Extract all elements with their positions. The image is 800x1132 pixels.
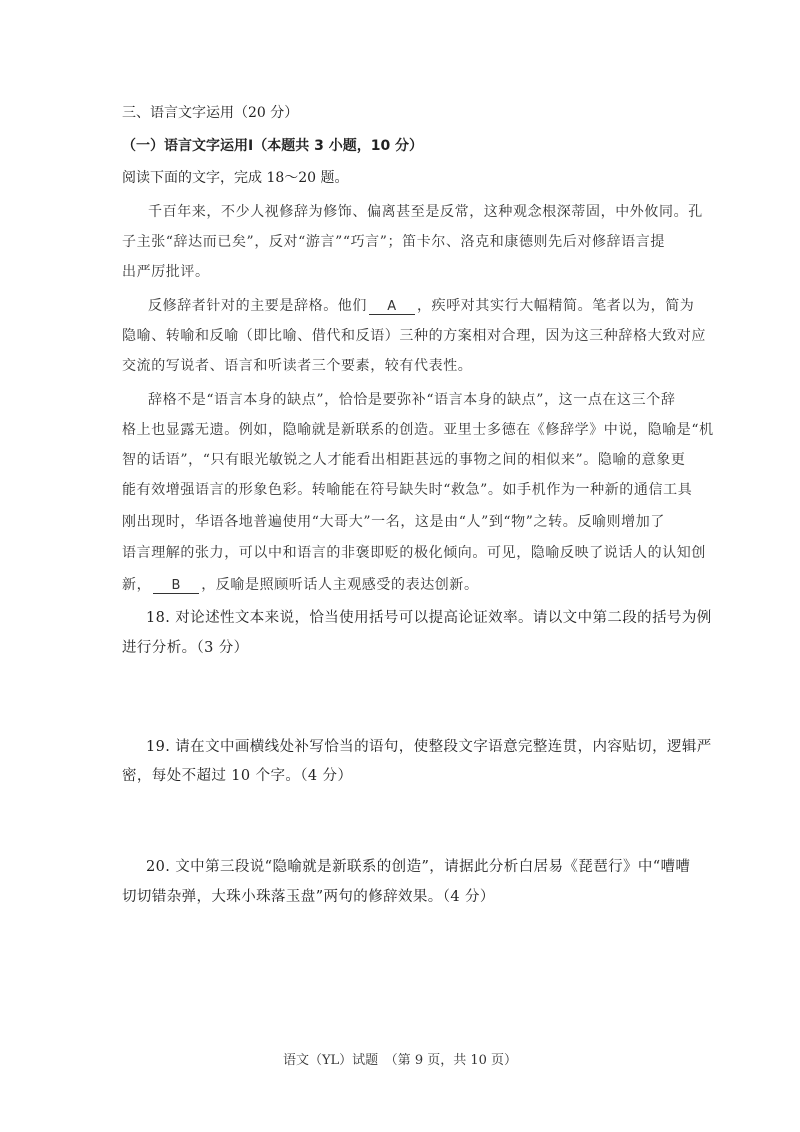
passage-p2-text-before-blank: 反修辞者针对的主要是辞格。他们 bbox=[148, 298, 367, 314]
question-18-line-2: 进行分析。（3 分） bbox=[122, 640, 249, 656]
passage-p1-line-1: 千百年来，不少人视修辞为修饰、偏离甚至是反常，这种观念根深蒂固，中外攸同。孔 bbox=[148, 204, 703, 220]
passage-p3-text-after-blank: ，反喻是照顾听话人主观感受的表达创新。 bbox=[201, 577, 479, 593]
passage-p2-text-after-blank: ，疾呼对其实行大幅精简。笔者以为，简为 bbox=[417, 298, 695, 314]
passage-p2-line-3: 交流的写说者、语言和听读者三个要素，较有代表性。 bbox=[122, 358, 473, 374]
passage-p3-line-5: 刚出现时，华语各地普遍使用“大哥大”一名，这是由“人”到“物”之转。反喻则增加了 bbox=[122, 514, 665, 530]
passage-p3-line-7 bbox=[122, 576, 479, 594]
blank-b: B bbox=[153, 578, 199, 594]
reading-instruction: 阅读下面的文字，完成 18～20 题。 bbox=[122, 170, 349, 186]
passage-p3-line-4: 能有效增强语言的形象色彩。转喻能在符号缺失时“救急”。如手机作为一种新的通信工具 bbox=[122, 482, 693, 498]
passage-p1-line-2: 子主张“辞达而已矣”，反对“游言”“巧言”；笛卡尔、洛克和康德则先后对修辞语言提 bbox=[122, 234, 665, 250]
passage-p2-line-1 bbox=[148, 297, 694, 315]
question-19-line-1: 19. 请在文中画横线处补写恰当的语句，使整段文字语意完整连贯，内容贴切，逻辑严 bbox=[146, 739, 712, 755]
question-20-line-2: 切切错杂弹，大珠小珠落玉盘”两句的修辞效果。（4 分） bbox=[122, 889, 495, 905]
passage-p3-text-before-blank: 新， bbox=[122, 577, 152, 593]
passage-p1-line-3: 出严厉批评。 bbox=[122, 264, 210, 280]
passage-p3-line-3: 智的话语”，“只有眼光敏锐之人才能看出相距甚远的事物之间的相似来”。隐喻的意象更 bbox=[122, 452, 686, 468]
question-20-line-1: 20. 文中第三段说“隐喻就是新联系的创造”，请据此分析白居易《琵琶行》中“嘈嘈 bbox=[146, 859, 691, 875]
section-heading: 三、语言文字运用（20 分） bbox=[122, 105, 299, 121]
passage-p3-line-1: 辞格不是“语言本身的缺点”，恰恰是要弥补“语言本身的缺点”，这一点在这三个辞 bbox=[148, 392, 676, 408]
question-19-line-2: 密，每处不超过 10 个字。（4 分） bbox=[122, 768, 353, 784]
passage-p3-line-2: 格上也显露无遗。例如，隐喻就是新联系的创造。亚里士多德在《修辞学》中说，隐喻是“机 bbox=[122, 422, 714, 438]
question-18-line-1: 18. 对论述性文本来说，恰当使用括号可以提高论证效率。请以文中第二段的括号为例 bbox=[146, 610, 712, 626]
passage-p2-line-2: 隐喻、转喻和反喻（即比喻、借代和反语）三种的方案相对合理，因为这三种辞格大致对应 bbox=[122, 328, 706, 344]
section-subheading: （一）语言文字运用Ⅰ（本题共 3 小题，10 分） bbox=[122, 138, 424, 154]
blank-a: A bbox=[369, 299, 415, 315]
page-footer: 语文（YL）试题 （第 9 页，共 10 页） bbox=[282, 1053, 518, 1068]
passage-p3-line-6: 语言理解的张力，可以中和语言的非褒即贬的极化倾向。可见，隐喻反映了说话人的认知创 bbox=[122, 545, 706, 561]
